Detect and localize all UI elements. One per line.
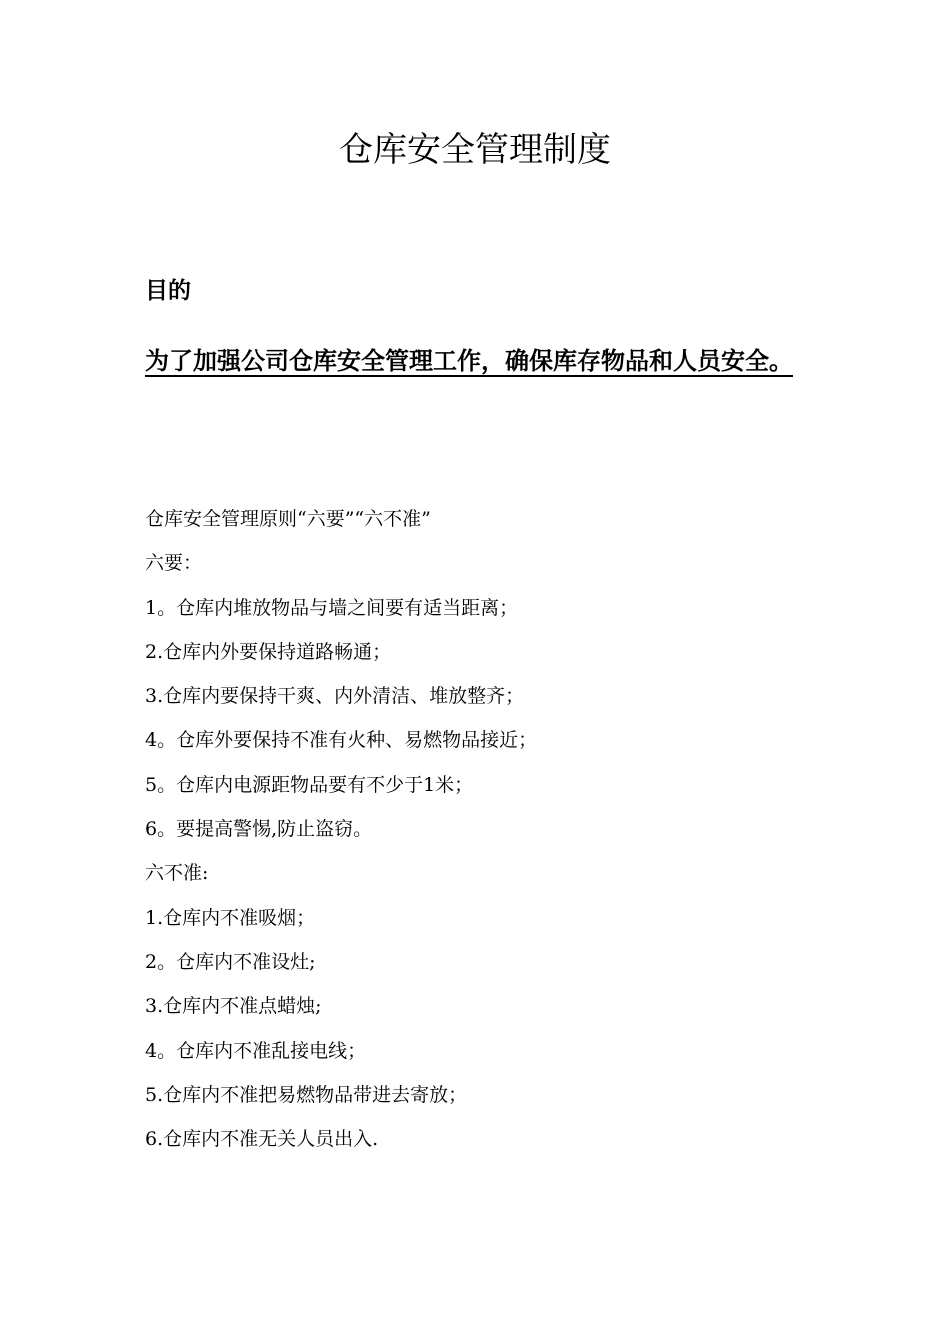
- principle-line: 仓库安全管理原则“六要”“六不准”: [145, 508, 431, 530]
- prohibition-item: 6.仓库内不准无关人员出入.: [145, 1128, 379, 1151]
- must-item: 3.仓库内要保持干爽、内外清洁、堆放整齐；: [145, 685, 525, 708]
- prohibition-item: 5.仓库内不准把易燃物品带进去寄放；: [145, 1083, 468, 1106]
- document-title: 仓库安全管理制度: [339, 130, 611, 170]
- purpose-text: 为了加强公司仓库安全管理工作，确保库存物品和人员安全。: [145, 347, 793, 375]
- prohibition-item: 1.仓库内不准吸烟；: [145, 906, 316, 929]
- rules-body: [145, 497, 845, 1161]
- must-item: 6。要提高警惕,防止盗窃。: [145, 818, 373, 841]
- six-prohibitions-heading: 六不准:: [145, 862, 209, 885]
- six-musts-heading: 六要：: [145, 552, 203, 575]
- prohibition-item: 3.仓库内不准点蜡烛;: [145, 995, 322, 1018]
- must-item: 4。仓库外要保持不准有火种、易燃物品接近；: [145, 729, 538, 752]
- must-item: 2.仓库内外要保持道路畅通；: [145, 640, 392, 663]
- must-item: 5。仓库内电源距物品要有不少于1米；: [145, 773, 474, 796]
- prohibition-item: 2。仓库内不准设灶;: [145, 950, 316, 973]
- prohibition-item: 4。仓库内不准乱接电线；: [145, 1039, 367, 1062]
- purpose-heading: 目的: [145, 278, 191, 304]
- must-item: 1。仓库内堆放物品与墙之间要有适当距离；: [145, 596, 519, 619]
